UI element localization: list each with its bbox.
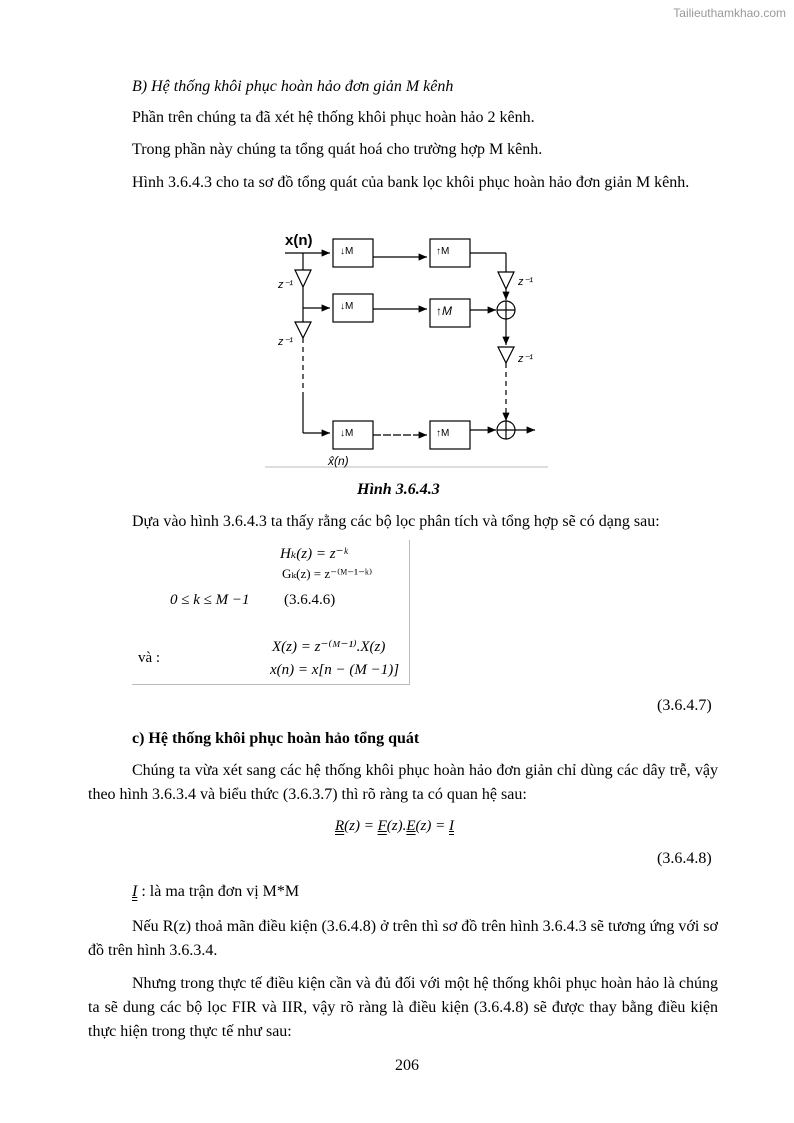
upsample-label: ↑M — [436, 246, 450, 257]
equation-hk: Hₖ(z) = z⁻ᵏ — [280, 546, 348, 562]
paragraph: Phần trên chúng ta đã xét hệ thống khôi phục hoàn hảo 2 kênh. — [132, 109, 535, 126]
section-heading-b: B) Hệ thống khôi phục hoàn hảo đơn giản M kênh — [132, 78, 454, 95]
equation-xn: x(n) = x[n − (M −1)] — [270, 662, 400, 678]
delay-label: z⁻¹ — [278, 336, 293, 348]
delay-label: z⁻¹ — [518, 276, 533, 288]
equation-xz: X(z) = z⁻⁽ᴹ⁻¹⁾.X(z) — [272, 639, 386, 655]
equation-number: (3.6.4.6) — [284, 592, 336, 608]
output-label: x̂(n) — [328, 454, 349, 468]
equation-block — [132, 540, 410, 685]
paragraph: Trong phần này chúng ta tổng quát hoá cho trường hợp M kênh. — [132, 141, 543, 158]
paragraph: Chúng ta vừa xét sang các hệ thống khôi phục hoàn hảo đơn giản chỉ dùng các dây trễ, vậy theo hình 3.6.3.4 và biểu thức (3.6.3.7) thì rõ ràng ta có quan hệ sau: — [88, 762, 718, 803]
paragraph: Nhưng trong thực tế điều kiện cần và đủ đối với một hệ thống khôi phục hoàn hảo là chúng ta sẽ dung các bộ lọc FIR và IIR, vậy rõ ràng là điều kiện (3.6.4.8) sẽ được thay bằng điều kiện thực hiện trong thực tế như sau: — [88, 975, 718, 1040]
delay-label: z⁻¹ — [278, 279, 293, 291]
downsample-label: ↓M — [340, 428, 354, 439]
input-label: x(n) — [285, 232, 313, 249]
paragraph: Dựa vào hình 3.6.4.3 ta thấy rằng các bộ lọc phân tích và tổng hợp sẽ có dạng sau: — [132, 513, 660, 530]
delay-label: z⁻¹ — [518, 353, 533, 365]
equation-gk: Gₖ(z) = z⁻⁽ᴹ⁻¹⁻ᵏ⁾ — [282, 566, 373, 581]
paragraph: Hình 3.6.4.3 cho ta sơ đồ tổng quát của bank lọc khôi phục hoàn hảo đơn giản M kênh. — [132, 174, 690, 191]
and-label: và : — [138, 650, 161, 666]
filter-bank-diagram — [260, 225, 550, 470]
watermark: Tailieuthamkhao.com — [673, 6, 786, 20]
figure-caption: Hình 3.6.4.3 — [357, 481, 440, 498]
paragraph: Nếu R(z) thoả mãn điều kiện (3.6.4.8) ở trên thì sơ đồ trên hình 3.6.4.3 sẽ tương ứng với sơ đồ trên hình 3.6.3.4. — [88, 918, 718, 959]
page-number: 206 — [395, 1057, 419, 1074]
upsample-label: ↑M — [436, 304, 452, 318]
equation-matrix: R(z) = F(z).E(z) = I — [335, 818, 454, 834]
downsample-label: ↓M — [340, 246, 354, 257]
equation-range: 0 ≤ k ≤ M −1 — [170, 592, 250, 608]
identity-definition: I : là ma trận đơn vị M*M — [132, 883, 300, 900]
upsample-label: ↑M — [436, 428, 450, 439]
equation-number: (3.6.4.7) — [657, 697, 712, 714]
section-heading-c: c) Hệ thống khôi phục hoàn hảo tổng quát — [132, 730, 420, 747]
equation-number: (3.6.4.8) — [657, 850, 712, 867]
downsample-label: ↓M — [340, 301, 354, 312]
